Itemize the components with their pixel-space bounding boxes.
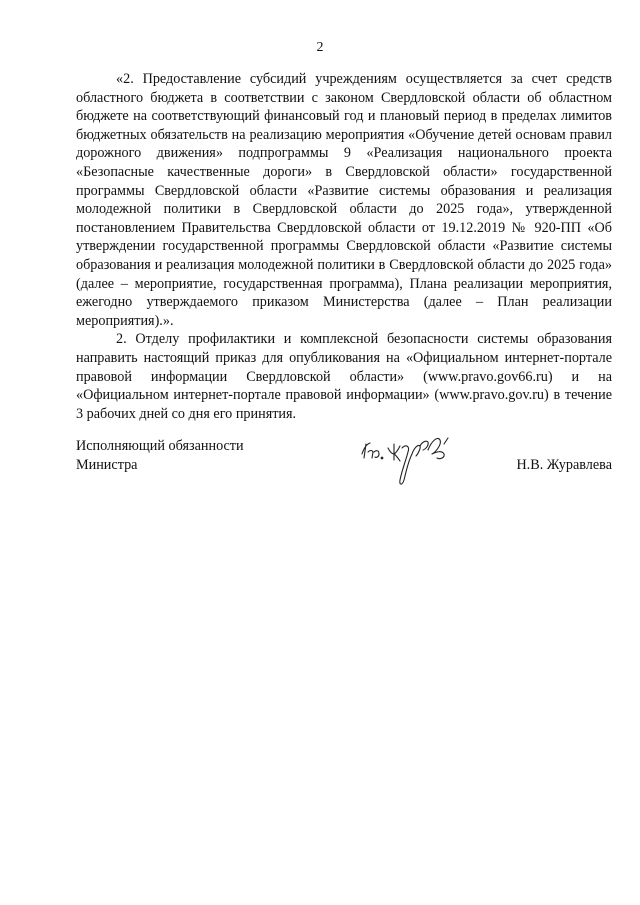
signatory-title: [76, 437, 244, 474]
signatory-title-line-2: Министра: [76, 456, 138, 473]
signature-block: [76, 437, 612, 497]
paragraph-2: 2. Отделу профилактики и комплексной безопасности системы образования направить настоящий приказ для опубликования на «Официальном интернет-портале правовой информации Свердловской области» (www.pravo.gov66.ru) и на «Официальном интернет-портале правовой информации» (www.pravo.gov.ru) в течение 3 рабочих дней со дня его принятия.: [76, 331, 612, 422]
signatory-title-line-1: Исполняющий обязанности: [76, 438, 244, 454]
page-number: 2: [316, 40, 324, 55]
handwritten-signature-icon: [358, 430, 454, 490]
paragraph-1: «2. Предоставление субсидий учреждениям осуществляется за счет средств областного бюджета в соответствии с законом Свердловской области об областном бюджете на соответствующий финансовый год и плановый период в пределах лимитов бюджетных обязательств на реализацию мероприятия «Обучение детей основам правил дорожного движения» подпрограммы 9 «Реализация национального проекта «Безопасные качественные дороги» в Свердловской области» государственной программы Свердловской области «Развитие системы образования и реализация молодежной политики в Свердловской области до 2025 года», утвержденной постановлением Правительства Свердловской области от 19.12.2019 № 920-ПП «Об утверждении государственной программы Свердловской области «Развитие системы образования и реализация молодежной политики в Свердловской области до 2025 года» (далее – мероприятие, государственная программа), Плана реализации мероприятия, ежегодно утверждаемого приказом Министерства (далее – План реализации мероприятия).».: [76, 71, 612, 329]
signatory-name: Н.В. Журавлева: [516, 456, 612, 473]
document-body: [76, 70, 612, 423]
